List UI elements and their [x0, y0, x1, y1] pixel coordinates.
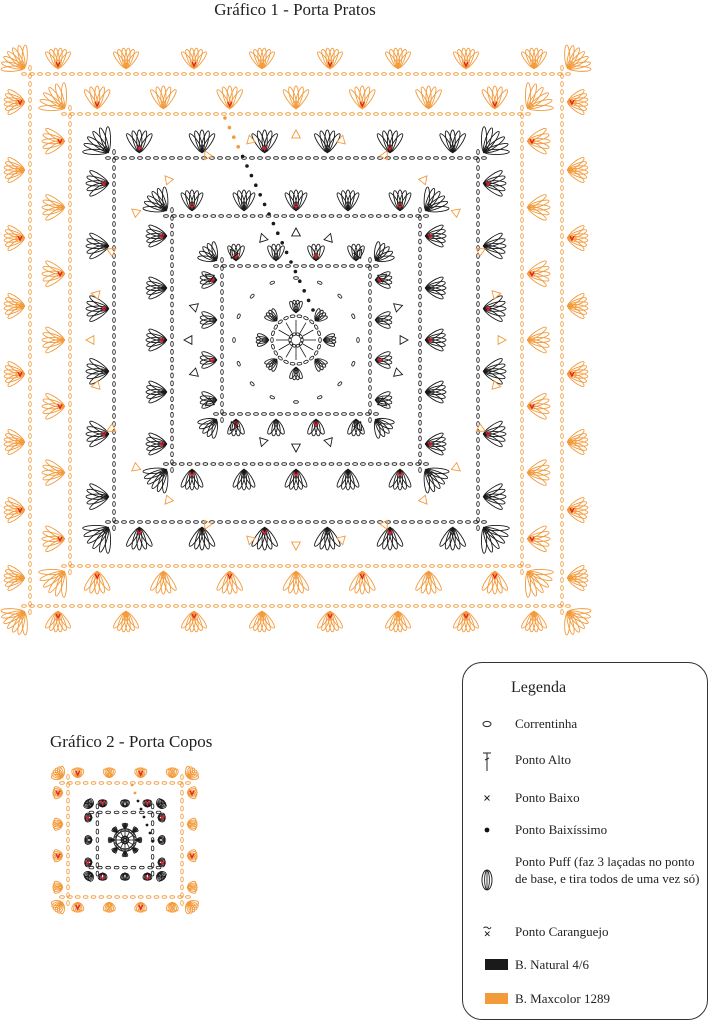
double-crochet-icon	[477, 747, 501, 771]
puff-stitch-icon	[477, 865, 501, 895]
legend-title: Legenda	[511, 679, 567, 696]
legend-label-single-crochet: Ponto Baixo	[515, 790, 580, 805]
legend-label-slip-stitch: Ponto Baixíssimo	[515, 822, 608, 837]
color-swatch-icon	[485, 993, 508, 1004]
chart1-diagram	[0, 18, 600, 653]
legend-box	[462, 662, 708, 1020]
legend-label-natural: B. Natural 4/6	[515, 957, 590, 972]
chart1-title: Gráfico 1 - Porta Pratos	[214, 0, 376, 19]
legend-label-double-crochet: Ponto Alto	[515, 752, 571, 767]
single-crochet-x-icon	[477, 789, 501, 807]
color-swatch-icon	[485, 959, 508, 970]
legend-label-puff: Ponto Puff (faz 3 laçadas no ponto de base, e tira todos de uma vez só)	[515, 854, 700, 886]
legend-label-crab: Ponto Caranguejo	[515, 924, 609, 939]
slip-stitch-dot-icon	[477, 821, 501, 839]
legend-label-maxcolor: B. Maxcolor 1289	[515, 991, 610, 1006]
legend-label-chain: Correntinha	[515, 716, 578, 731]
chain-oval-icon	[477, 715, 501, 733]
chart2-diagram	[40, 755, 210, 925]
crab-stitch-icon	[477, 923, 501, 941]
chart2-title: Gráfico 2 - Porta Copos	[50, 732, 213, 751]
